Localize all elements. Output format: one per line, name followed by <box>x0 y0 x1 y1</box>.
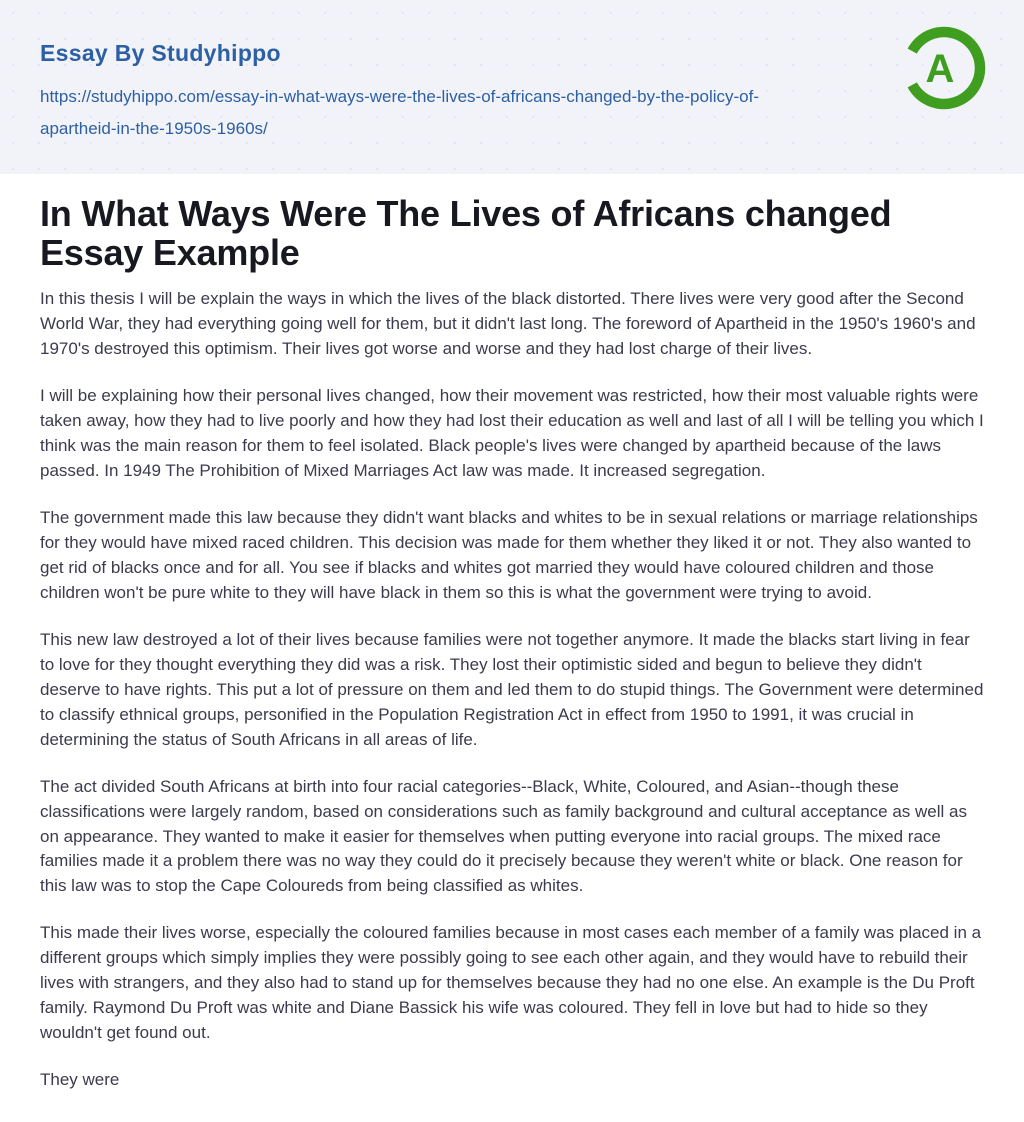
essay-title: In What Ways Were The Lives of Africans changed Essay Example <box>40 192 892 274</box>
studyhippo-logo <box>902 26 986 110</box>
essay-paragraph: The act divided South Africans at birth into four racial categories--Black, White, Coloured, and Asian--though these classifications were largely random, based on considerations such as family background and cultural acceptance as well as on appearance. They wanted to make it easier for themselves when putting everyone into racial groups. The mixed race families made it a problem there was no way they could do it precisely because they weren't white or black. One reason for this law was to stop the Cape Coloureds from being classified as whites. <box>40 776 967 896</box>
site-title: Essay By Studyhippo <box>40 40 281 66</box>
header <box>0 0 1024 174</box>
essay-paragraph: This made their lives worse, especially the coloured families because in most cases each member of a family was placed in a different groups which simply implies they were possibly going to see each other again, and they would have to rebuild their lives with strangers, and they also had to stand up for themselves because they had no one else. An example is the Du Proft family. Raymond Du Proft was white and Diane Bassick his wife was coloured. They fell in love but had to hide so they wouldn't get found out. <box>40 923 982 1043</box>
essay-paragraph: In this thesis I will be explain the ways in which the lives of the black distorted. There lives were very good after the Second World War, they had everything going well for them, but it didn't last long. The foreword of Apartheid in the 1950's 1960's and 1970's destroyed this optimism. Their lives got worse and worse and they had lost charge of their lives. <box>40 288 976 358</box>
logo-letter: A <box>925 47 955 91</box>
essay-content <box>0 174 1024 1094</box>
essay-paragraph: This new law destroyed a lot of their lives because families were not together anymore. It made the blacks start living in fear to love for they thought everything they did was a risk. They lost their optimistic sided and begun to believe they didn't deserve to have rights. This put a lot of pressure on them and led them to do stupid things. The Government were determined to classify ethnical groups, personified in the Population Registration Act in effect from 1950 to 1991, it was crucial in determining the status of South Africans in all areas of life. <box>40 629 984 749</box>
essay-url-link[interactable]: https://studyhippo.com/essay-in-what-ways-were-the-lives-of-africans-changed-by-the-policy-of-apartheid-in-the-1950s-1960s/ <box>40 87 759 139</box>
essay-paragraph: The government made this law because they didn't want blacks and whites to be in sexual relations or marriage relationships for they would have mixed raced children. This decision was made for them whether they liked it or not. They also wanted to get rid of blacks once and for all. You see if blacks and whites got married they would have coloured children and those children won't be pure white to they will have black in them so this is what the government were trying to avoid. <box>40 507 978 602</box>
essay-paragraph: They were <box>40 1070 120 1090</box>
essay-paragraph: I will be explaining how their personal lives changed, how their movement was restricted, how their most valuable rights were taken away, how they had to live poorly and how they had lost their education as well and last of all I will be telling you which I think was the main reason for them to feel isolated. Black people's lives were changed by apartheid because of the laws passed. In 1949 The Prohibition of Mixed Marriages Act law was made. It increased segregation. <box>40 385 984 480</box>
